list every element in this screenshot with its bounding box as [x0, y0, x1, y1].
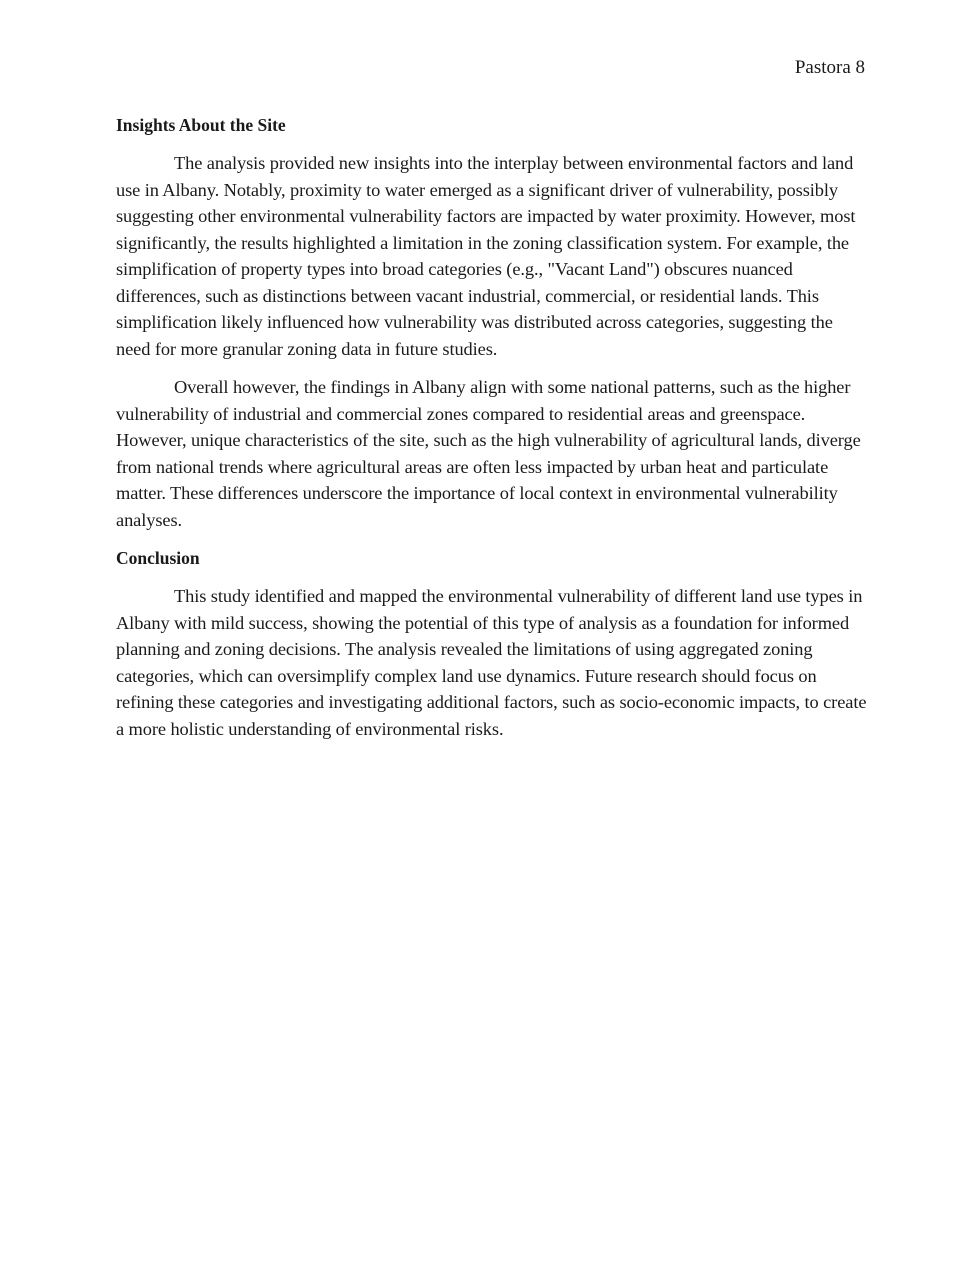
running-head: Pastora 8 — [794, 57, 865, 78]
paragraph-insights-1: The analysis provided new insights into the interplay between environmental factors and land use in Albany. Notably, proximity to water emerged as a significant driver of vulnerability, possibly suggesting other environmental vulnerability factors are impacted by water proximity. However, most significantly, the results highlighted a limitation in the zoning classification system. For example, the simplification of property types into broad categories (e.g., "Vacant Land") obscures nuanced differences, such as distinctions between vacant industrial, commercial, or residential lands. This simplification likely influenced how vulnerability was distributed across categories, suggesting the need for more granular zoning data in future studies. — [116, 153, 856, 359]
section-heading-conclusion: Conclusion — [116, 548, 200, 568]
document-body — [116, 112, 871, 754]
paragraph-insights-2: Overall however, the findings in Albany align with some national patterns, such as the higher vulnerability of industrial and commercial zones compared to residential areas and greenspace. However, unique characteristics of the site, such as the high vulnerability of agricultural lands, diverge from national trends where agricultural areas are often less impacted by urban heat and particulate matter. These differences underscore the importance of local context in environmental vulnerability analyses. — [116, 377, 861, 530]
section-heading-insights: Insights About the Site — [116, 115, 286, 135]
paragraph-conclusion-1: This study identified and mapped the environmental vulnerability of different land use types in Albany with mild success, showing the potential of this type of analysis as a foundation for informed planning and zoning decisions. The analysis revealed the limitations of using aggregated zoning categories, which can oversimplify complex land use dynamics. Future research should focus on refining these categories and investigating additional factors, such as socio-economic impacts, to create a more holistic understanding of environmental risks. — [116, 586, 867, 739]
